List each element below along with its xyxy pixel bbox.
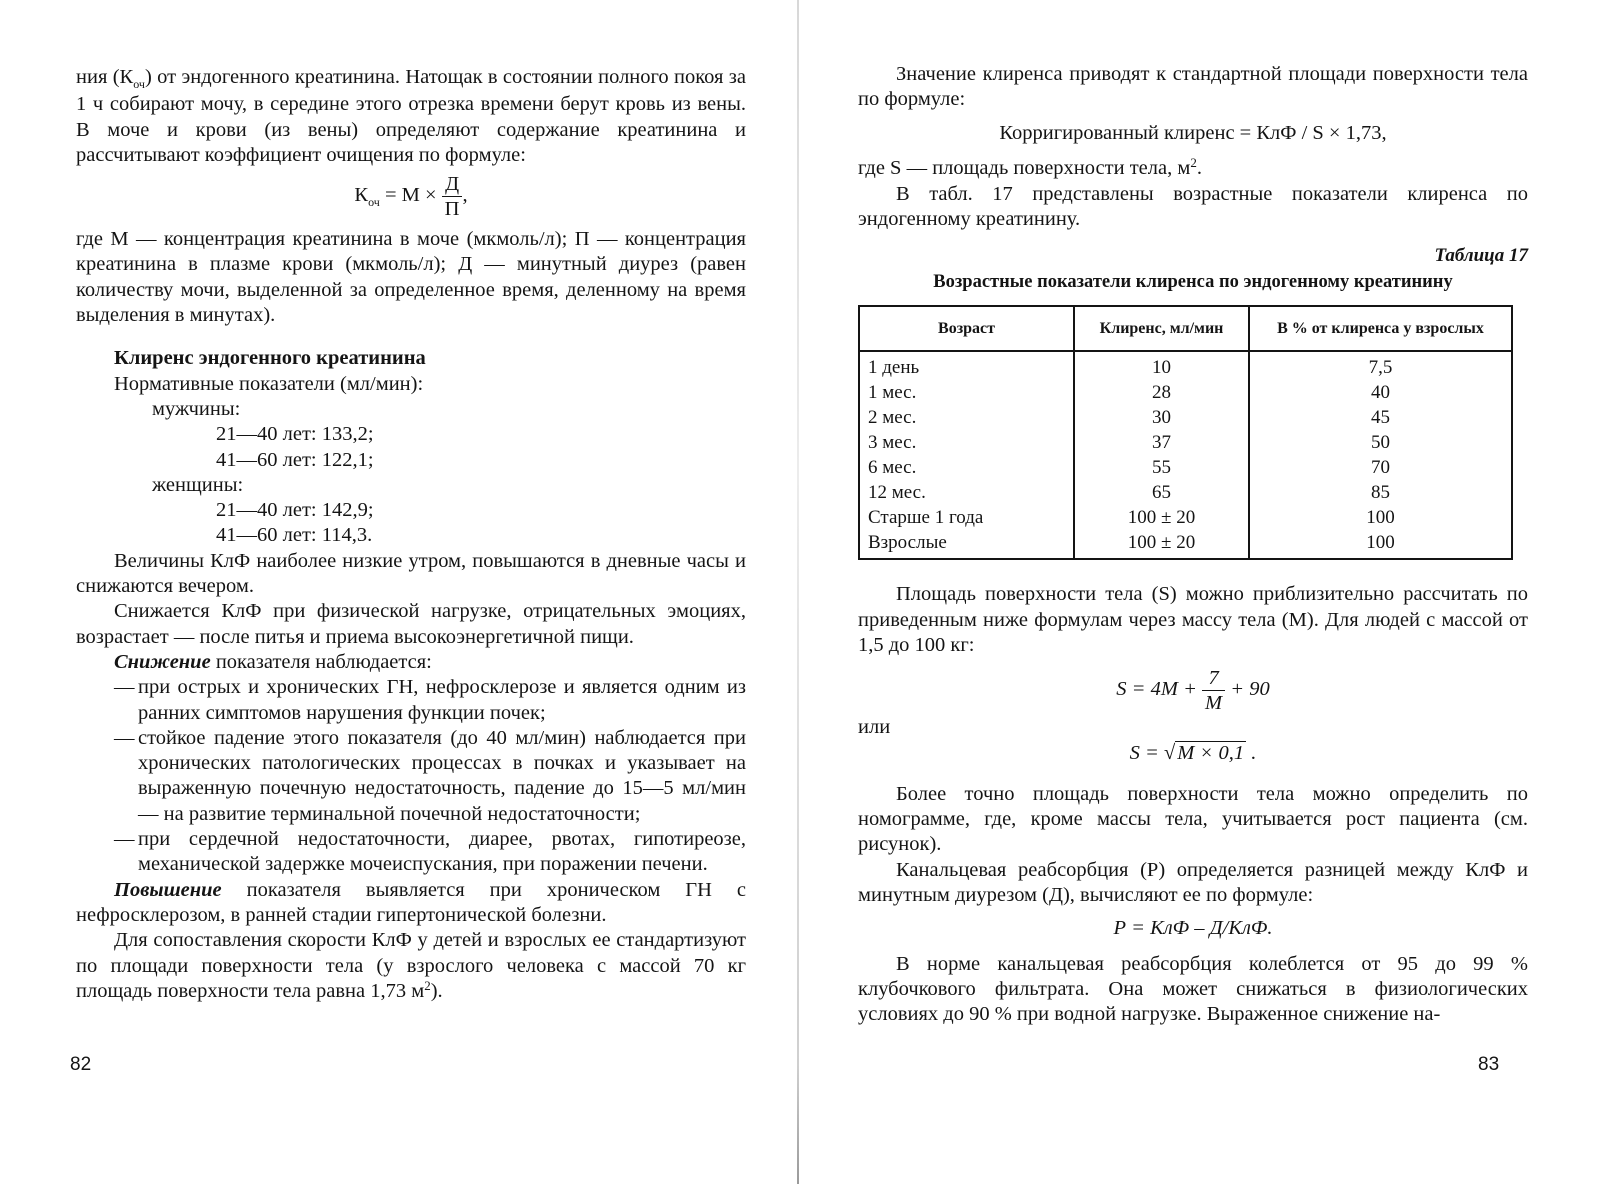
decrease-intro [76,650,746,675]
table-cell: 40 [1249,380,1512,405]
formula-operator: = М × [384,184,437,207]
book-gutter [797,0,799,1184]
table-cell: 45 [1249,405,1512,430]
table-row [859,380,1512,405]
formula-subscript: оч [368,195,380,210]
table-cell: 50 [1249,430,1512,455]
table-row [859,351,1512,380]
text-run: ). [430,979,443,1002]
left-text-column [76,65,746,1005]
left-paragraph-3: Величины КлФ наиболее низкие утром, повышаются в дневные часы и снижаются вечером. [76,549,746,598]
numerator: 7 [1202,666,1225,691]
radicand: M × 0,1 [1177,741,1245,764]
column-header-age: Возраст [859,306,1074,351]
table-cell: 100 [1249,530,1512,559]
right-paragraph-6: Канальцевая реабсорбция (Р) определяется разницей между КлФ и минутным диурезом (Д), вычисляют ее по формуле: [858,858,1528,907]
text-run: показателя наблюдается: [210,650,432,673]
table-header-row [859,306,1512,351]
norm-item: 41—60 лет: 114,3. [216,524,373,547]
clearance-table [858,305,1513,560]
text-run: Для сопоставления скорости КлФ у детей и взрослых ее стандартизуют по площади поверхности тела (у взрослого человека с массой 70 кг площадь поверхности тела равна 1,73 м [76,929,746,1002]
table-cell: 85 [1249,480,1512,505]
list-item: — стойкое падение этого показателя (до 40 мл/мин) наблюдается при хронических патологических процессах в почках и указывает на выраженную почечную недостаточность, падение до 15—5 мл/мин — на развитие терминальной почечной недостаточности; [76,726,746,827]
denominator: П [444,198,460,221]
section-heading: Клиренс эндогенного креатинина [114,347,426,370]
page-number: 83 [1478,1054,1500,1075]
text-run: . [1196,156,1202,179]
right-text-column [858,62,1528,1028]
column-header-clearance: Клиренс, мл/мин [1074,306,1249,351]
table-cell: 2 мес. [859,405,1074,430]
superscript: 2 [424,977,431,993]
column-header-percent: В % от клиренса у взрослых [1249,306,1512,351]
norm-item: 41—60 лет: 122,1; [216,448,374,471]
left-paragraph-5 [76,928,746,1005]
table-cell: 30 [1074,405,1249,430]
list-item: — при сердечной недостаточности, диарее, рвотах, гипотиреозе, механической задержке мочеиспускания, при поражении печени. [76,827,746,878]
left-page [0,0,790,1184]
table-cell: 1 мес. [859,380,1074,405]
clearance-coefficient-formula [76,172,746,221]
table-cell: 100 ± 20 [1074,505,1249,530]
formula-lhs: S = 4M + [1116,678,1197,701]
table-cell: 1 день [859,351,1074,380]
text-run: ния (К [76,66,134,88]
left-paragraph-4: Снижается КлФ при физической нагрузке, отрицательных эмоциях, возрастает — после питья и приема высокоэнергетичной пищи. [76,600,746,648]
table-cell: 6 мес. [859,455,1074,480]
surface-area-formula-2 [858,741,1528,766]
right-page [800,0,1601,1184]
fraction [1202,666,1225,715]
right-paragraph-3: В табл. 17 представлены возрастные показатели клиренса по эндогенному креатинину. [858,183,1528,231]
subscript: оч [133,77,145,91]
formula-lhs: S = [1129,741,1159,764]
list-item: — при острых и хронических ГН, нефросклерозе и является одним из ранних симптомов нарушения функции почек; [76,675,746,726]
table-cell: 70 [1249,455,1512,480]
norm-item: 21—40 лет: 133,2; [216,423,374,446]
table-cell: Взрослые [859,530,1074,559]
text-run: ) от эндогенного креатинина. Натощак в состоянии полного покоя за 1 ч собирают мочу, в середине этого отрезка времени берут кровь из вены. В моче и крови (из вены) определяют содержание креатинина и рассчитывают коэффициент очищения по формуле: [76,66,747,166]
table-caption: Таблица 17 [1434,244,1528,266]
table-cell: 37 [1074,430,1249,455]
left-paragraph-1 [76,65,746,168]
text-run: показателя выявляется при хроническом ГН с нефросклерозом, в ранней стадии гипертонической болезни. [76,878,746,926]
table-row [859,505,1512,530]
men-label: мужчины: [152,397,241,420]
fraction [442,172,463,221]
left-paragraph-2: где М — концентрация креатинина в моче (мкмоль/л); П — концентрация креатинина в плазме крови (мкмоль/л); Д — минутный диурез (равен количеству мочи, выделенной за определенное время, деленному на время выделения в минутах). [76,228,746,327]
women-label: женщины: [152,473,244,496]
reabsorption-formula: Р = КлФ – Д/КлФ. [1113,917,1273,940]
table-row [859,480,1512,505]
increase-paragraph [76,878,746,929]
table-cell: 55 [1074,455,1249,480]
table-row [859,530,1512,559]
text-run: где S — площадь поверхности тела, м [858,156,1191,179]
right-paragraph-4: Площадь поверхности тела (S) можно приблизительно рассчитать по приведенным ниже формулам через массу тела (М). Для людей с массой от 1,5 до 100 кг: [858,583,1528,656]
right-paragraph-7: В норме канальцевая реабсорбция колеблется от 95 до 99 % клубочкового фильтрата. Она может снижаться в физиологических условиях до 90 % при водной нагрузке. Выраженное снижение на- [858,952,1528,1026]
table-cell: 10 [1074,351,1249,380]
table-cell: 7,5 [1249,351,1512,380]
table-row [859,455,1512,480]
square-root-sign: √ [1164,741,1176,764]
table-title: Возрастные показатели клиренса по эндогенному креатинину [933,272,1453,293]
right-paragraph-1: Значение клиренса приводят к стандартной площади поверхности тела по формуле: [858,63,1528,111]
or-word: или [858,716,891,739]
corrected-clearance-formula: Корригированный клиренс = КлФ / S × 1,73, [999,121,1387,144]
numerator: Д [442,172,463,197]
table-cell: Старше 1 года [859,505,1074,530]
norms-intro: Нормативные показатели (мл/мин): [114,372,424,395]
table-cell: 100 ± 20 [1074,530,1249,559]
denominator: M [1205,692,1223,715]
table-cell: 28 [1074,380,1249,405]
right-paragraph-5: Более точно площадь поверхности тела можно определить по номограмме, где, кроме массы тела, учитывается рост пациента (см. рисунок). [858,782,1528,856]
spacer [858,560,1528,582]
increase-term: Повышение [114,878,222,901]
formula-tail: + 90 [1230,678,1270,701]
decrease-term: Снижение [114,650,211,673]
formula-tail: , [462,184,468,207]
norm-item: 21—40 лет: 142,9; [216,499,374,522]
right-paragraph-2 [858,156,1528,182]
table-cell: 12 мес. [859,480,1074,505]
decrease-list [76,675,746,877]
superscript: 2 [1190,154,1197,170]
table-row [859,405,1512,430]
table-cell: 65 [1074,480,1249,505]
formula-tail: . [1251,741,1257,764]
surface-area-formula-1 [858,666,1528,715]
page-number: 82 [70,1054,92,1075]
formula-lhs: К [354,184,369,207]
table-row [859,430,1512,455]
table-cell: 3 мес. [859,430,1074,455]
table-cell: 100 [1249,505,1512,530]
